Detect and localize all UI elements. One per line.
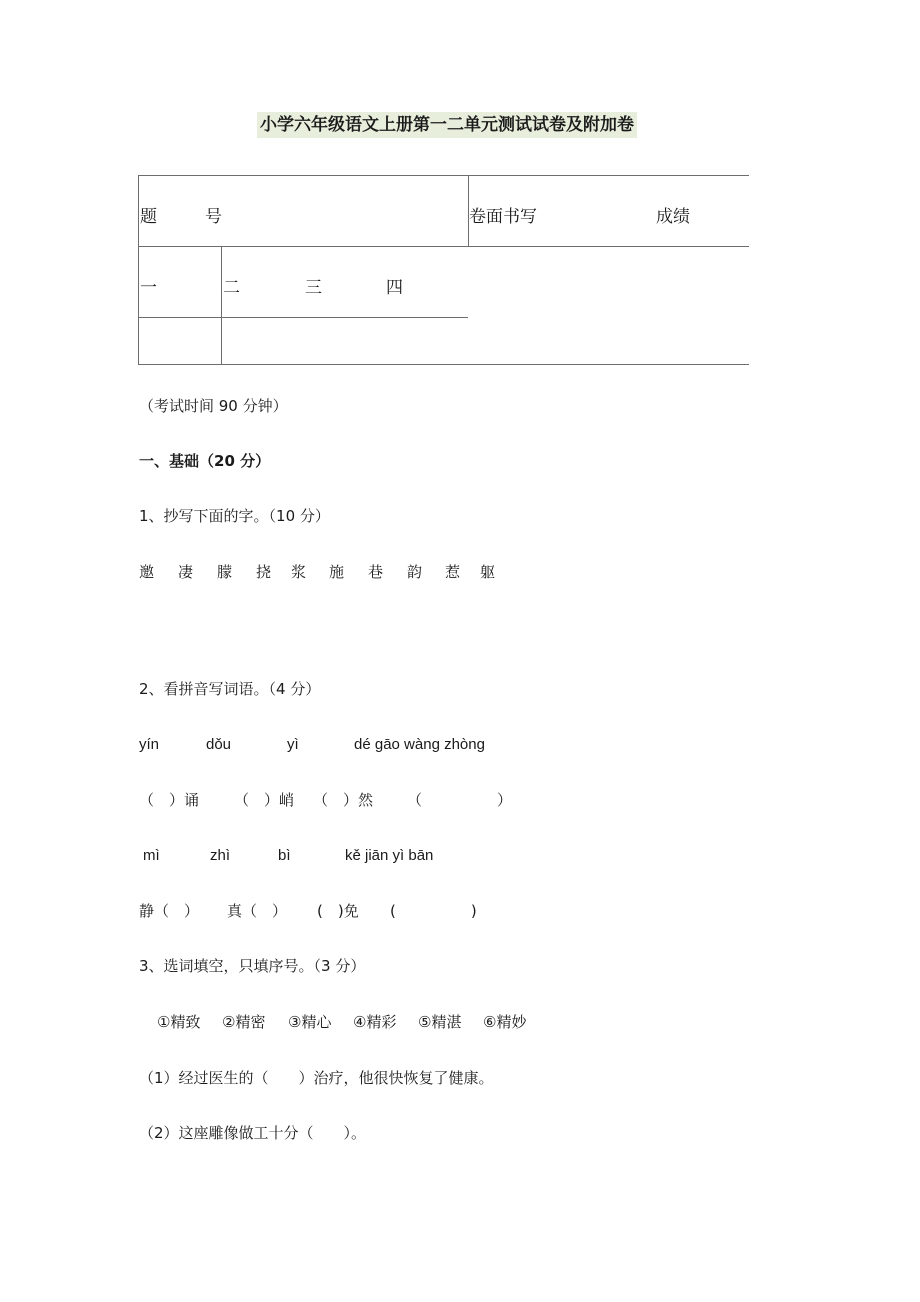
table-line <box>138 175 139 365</box>
char-item: 挠 <box>256 563 272 581</box>
section-3: 三 <box>305 278 322 298</box>
q3-sentence-1: （1）经过医生的（ ）治疗，他很快恢复了健康。 <box>139 1069 494 1087</box>
table-line <box>221 246 222 365</box>
option-item: ②精密 <box>222 1013 266 1031</box>
char-item: 巷 <box>368 563 384 581</box>
blank-item: （ ） <box>407 791 513 809</box>
blank-item: （ ）诵 <box>139 791 200 809</box>
blank-item: ( )免 <box>317 902 359 920</box>
pinyin-item: dǒu <box>206 736 232 753</box>
blank-item: 静（ ） <box>139 902 200 920</box>
blank-item: 真（ ） <box>227 902 288 920</box>
option-item: ⑥精妙 <box>483 1013 527 1031</box>
char-item: 惹 <box>445 563 461 581</box>
blank-item: （ ）然 <box>313 791 374 809</box>
header-writing: 卷面书写 <box>469 207 537 227</box>
pinyin-item: yì <box>287 736 299 753</box>
option-item: ①精致 <box>157 1013 201 1031</box>
char-item: 邀 <box>139 563 155 581</box>
table-line <box>138 317 468 318</box>
part1-heading: 一、基础（20 分） <box>139 452 271 470</box>
table-line <box>138 364 749 365</box>
char-item: 朦 <box>217 563 233 581</box>
option-item: ④精彩 <box>353 1013 397 1031</box>
pinyin-item: dé gāo wàng zhòng <box>354 736 485 753</box>
char-item: 躯 <box>480 563 496 581</box>
pinyin-item: zhì <box>210 847 231 864</box>
char-item: 浆 <box>291 563 307 581</box>
header-number: 号 <box>205 207 222 227</box>
section-2: 二 <box>223 278 240 298</box>
pinyin-item: mì <box>143 847 160 864</box>
blank-item: （ ）峭 <box>234 791 295 809</box>
blank-item: ( ) <box>390 902 477 920</box>
section-1: 一 <box>140 278 157 298</box>
q3-label: 3、选词填空，只填序号。（3 分） <box>139 957 366 975</box>
pinyin-item: bì <box>278 847 291 864</box>
table-line <box>138 175 749 176</box>
char-item: 施 <box>329 563 345 581</box>
option-item: ⑤精湛 <box>418 1013 462 1031</box>
score-table <box>138 175 749 365</box>
table-line <box>138 246 749 247</box>
q1-label: 1、抄写下面的字。（10 分） <box>139 507 330 525</box>
page-title: 小学六年级语文上册第一二单元测试试卷及附加卷 <box>257 112 637 138</box>
pinyin-item: kě jiān yì bān <box>345 847 434 864</box>
header-grade: 成绩 <box>656 207 690 227</box>
exam-time: （考试时间 90 分钟） <box>139 397 288 415</box>
q3-sentence-2: （2）这座雕像做工十分（ ）。 <box>139 1124 367 1142</box>
header-question: 题 <box>140 207 157 227</box>
char-item: 韵 <box>407 563 423 581</box>
pinyin-item: yín <box>139 736 160 753</box>
option-item: ③精心 <box>288 1013 332 1031</box>
char-item: 凄 <box>178 563 194 581</box>
q2-label: 2、看拼音写词语。（4 分） <box>139 680 321 698</box>
section-4: 四 <box>386 278 403 298</box>
